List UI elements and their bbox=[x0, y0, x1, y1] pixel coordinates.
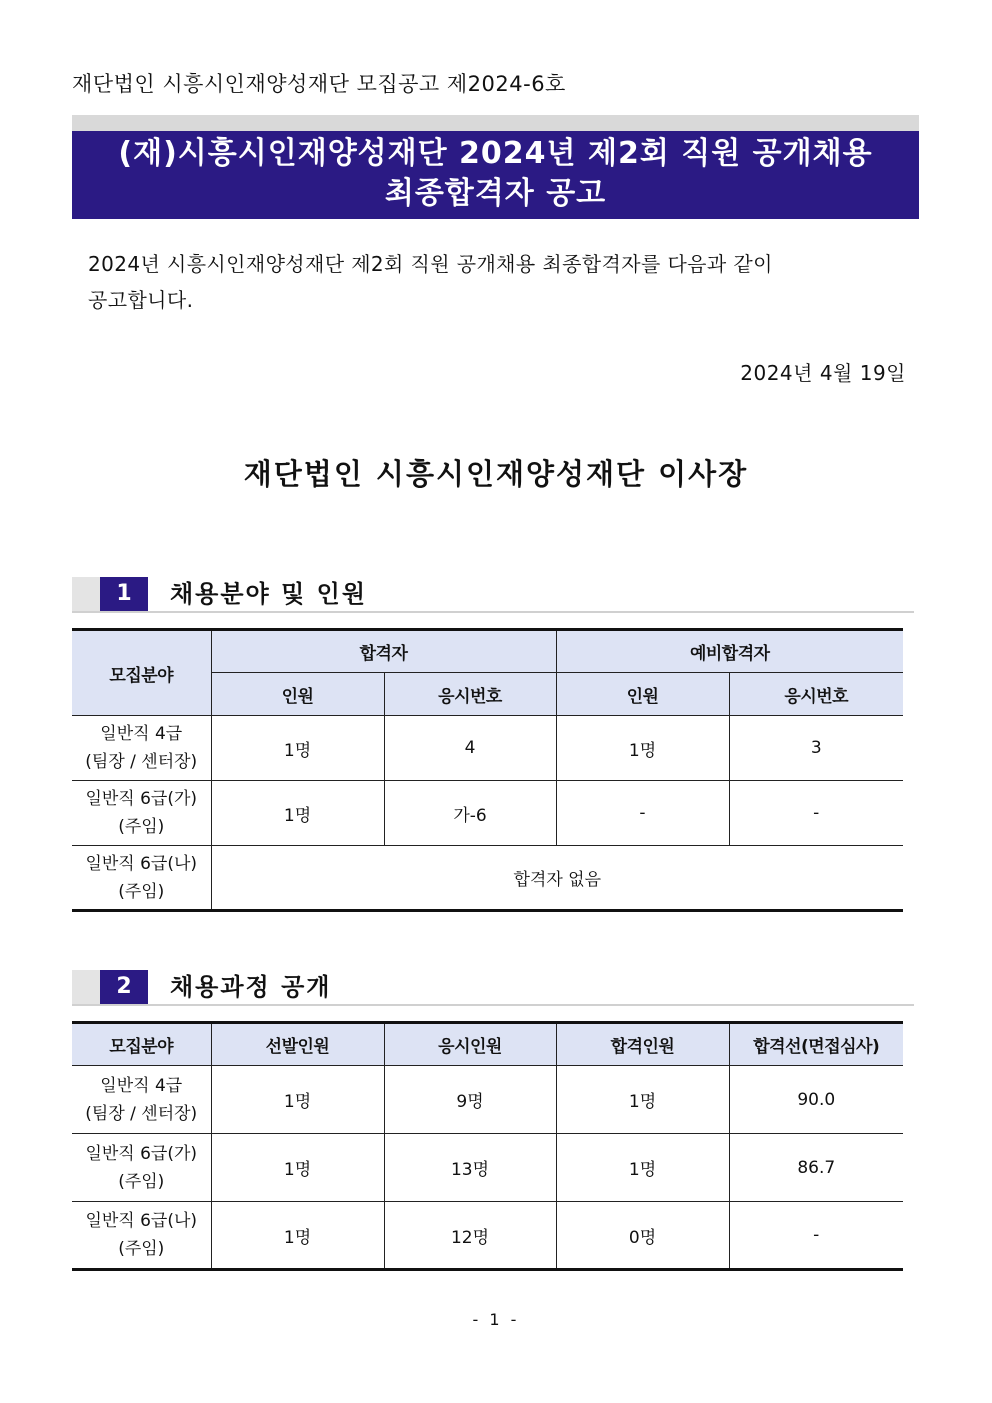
applied-count: 9명 bbox=[384, 1066, 556, 1134]
field-name: 일반직 6급(가) bbox=[85, 1143, 198, 1164]
field-subtitle: (주임) bbox=[118, 881, 165, 902]
passed-count: 1명 bbox=[556, 1134, 729, 1202]
header-pass-exam-no: 응시번호 bbox=[384, 673, 556, 716]
section-heading-shade bbox=[72, 970, 100, 1004]
field-subtitle: (주임) bbox=[118, 817, 165, 837]
field-subtitle: (팀장 / 센터장) bbox=[85, 1103, 198, 1124]
cutoff-score: 90.0 bbox=[729, 1066, 903, 1134]
section-2-heading bbox=[72, 970, 914, 1006]
notice-number: 재단법인 시흥시인재양성재단 모집공고 제2024-6호 bbox=[72, 72, 566, 96]
header-selected: 선발인원 bbox=[211, 1023, 384, 1066]
intro-line-1: 2024년 시흥시인재양성재단 제2회 직원 공개채용 최종합격자를 다음과 같이 bbox=[88, 252, 773, 276]
field-cell bbox=[72, 1202, 211, 1270]
table-row bbox=[72, 1066, 903, 1134]
section-underline bbox=[72, 1004, 914, 1006]
field-name: 일반직 4급 bbox=[100, 724, 183, 744]
issuer-signature: 재단법인 시흥시인재양성재단 이사장 bbox=[243, 457, 749, 491]
header-field: 모집분야 bbox=[72, 1023, 211, 1066]
intro-line-2: 공고합니다. bbox=[88, 288, 194, 312]
section-title: 채용과정 공개 bbox=[170, 973, 332, 1001]
header-reserve-count: 인원 bbox=[556, 673, 729, 716]
field-cell bbox=[72, 781, 211, 846]
field-subtitle: (주임) bbox=[118, 1239, 165, 1259]
pass-count: 1명 bbox=[211, 716, 384, 781]
table-row bbox=[72, 781, 903, 846]
applied-count: 13명 bbox=[384, 1134, 556, 1202]
field-cell bbox=[72, 1134, 211, 1202]
recruitment-process-table bbox=[72, 1021, 903, 1271]
table-row bbox=[72, 716, 903, 781]
intro-paragraph bbox=[88, 246, 888, 318]
field-subtitle: (주임) bbox=[118, 1171, 165, 1192]
table-row bbox=[72, 1134, 903, 1202]
field-name: 일반직 6급(가) bbox=[85, 789, 198, 809]
passed-count: 0명 bbox=[556, 1202, 729, 1270]
title-line-1: (재)시흥시인재양성재단 2024년 제2회 직원 공개채용 bbox=[118, 136, 873, 171]
passed-count: 1명 bbox=[556, 1066, 729, 1134]
cutoff-score: 86.7 bbox=[729, 1134, 903, 1202]
section-underline bbox=[72, 611, 914, 613]
field-cell bbox=[72, 1066, 211, 1134]
header-pass-count: 인원 bbox=[211, 673, 384, 716]
recruitment-positions-table bbox=[72, 628, 903, 912]
pass-count: 1명 bbox=[211, 781, 384, 846]
pass-exam-no: 4 bbox=[384, 716, 556, 781]
title-line-2: 최종합격자 공고 bbox=[384, 176, 607, 211]
section-number: 2 bbox=[100, 970, 148, 1004]
section-number: 1 bbox=[100, 577, 148, 611]
document-title bbox=[72, 115, 919, 219]
selected-count: 1명 bbox=[211, 1066, 384, 1134]
field-name: 일반직 6급(나) bbox=[85, 1211, 198, 1231]
header-reserve: 예비합격자 bbox=[556, 630, 903, 673]
reserve-count: 1명 bbox=[556, 716, 729, 781]
selected-count: 1명 bbox=[211, 1134, 384, 1202]
header-passed: 합격인원 bbox=[556, 1023, 729, 1066]
pass-exam-no: 가-6 bbox=[384, 781, 556, 846]
reserve-exam-no: - bbox=[729, 781, 903, 846]
header-applied: 응시인원 bbox=[384, 1023, 556, 1066]
field-cell bbox=[72, 716, 211, 781]
cutoff-score: - bbox=[729, 1202, 903, 1270]
section-heading-shade bbox=[72, 577, 100, 611]
section-title: 채용분야 및 인원 bbox=[170, 580, 367, 608]
header-cutoff: 합격선(면접심사) bbox=[729, 1023, 903, 1066]
reserve-count: - bbox=[556, 781, 729, 846]
header-field: 모집분야 bbox=[72, 630, 211, 716]
table-row bbox=[72, 846, 903, 911]
no-passer-note: 합격자 없음 bbox=[211, 846, 903, 911]
reserve-exam-no: 3 bbox=[729, 716, 903, 781]
table-row bbox=[72, 1202, 903, 1270]
applied-count: 12명 bbox=[384, 1202, 556, 1270]
header-reserve-exam-no: 응시번호 bbox=[729, 673, 903, 716]
page-number: - 1 - bbox=[472, 1310, 520, 1329]
section-1-heading bbox=[72, 577, 914, 613]
field-name: 일반직 4급 bbox=[100, 1075, 183, 1096]
header-passed: 합격자 bbox=[211, 630, 556, 673]
field-cell bbox=[72, 846, 211, 911]
field-subtitle: (팀장 / 센터장) bbox=[85, 752, 198, 772]
announcement-date: 2024년 4월 19일 bbox=[740, 361, 906, 385]
selected-count: 1명 bbox=[211, 1202, 384, 1270]
field-name: 일반직 6급(나) bbox=[85, 853, 198, 874]
